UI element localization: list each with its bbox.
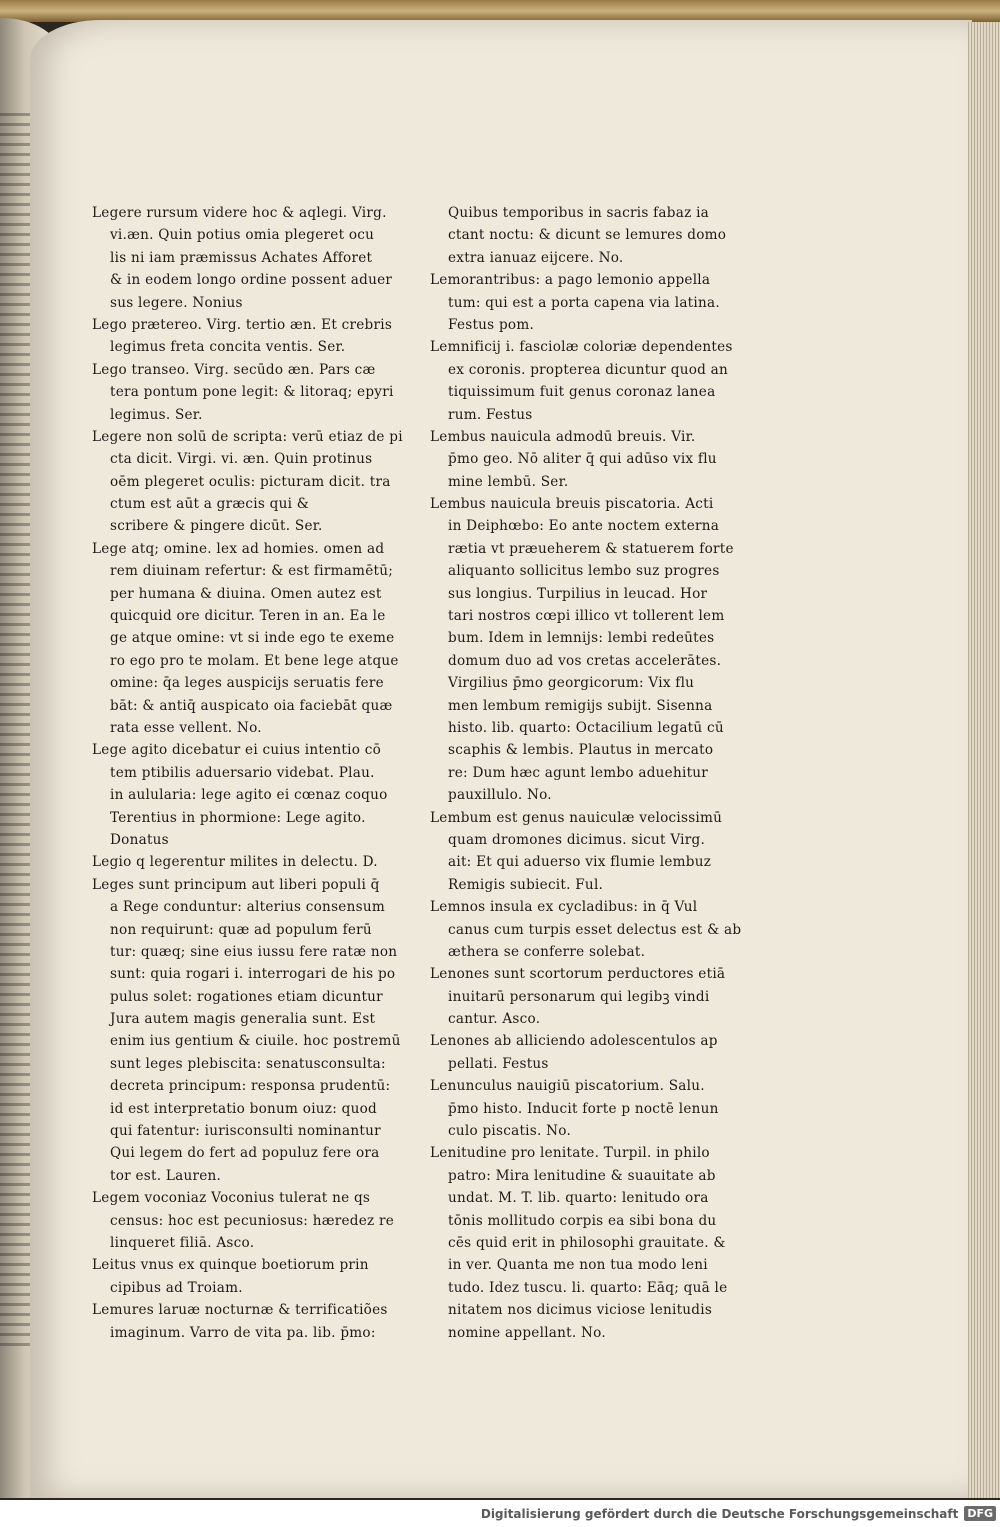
- entry-text-line: legimus. Ser.: [110, 406, 203, 423]
- entry-text-line: tur: quæq; sine eius iussu fere ratæ non: [110, 943, 398, 960]
- entry-text-line: Remigis subiecit. Ful.: [448, 876, 604, 893]
- entry-headword-line: Lemnificij i. fasciolæ coloriæ dependentes: [430, 339, 733, 356]
- page-fore-edge: [968, 22, 1000, 1498]
- entry-text-line: per humana & diuina. Omen autez est: [110, 585, 382, 602]
- entry-text-line: Donatus: [110, 831, 169, 848]
- entry-headword-line: Legio q legerentur milites in delectu. D.: [92, 854, 378, 871]
- entry-headword-line: Lembus nauicula breuis piscatoria. Acti: [430, 496, 714, 513]
- entry-text-line: cantur. Asco.: [448, 1011, 541, 1028]
- entry-text-line: nomine appellant. No.: [448, 1324, 606, 1341]
- entry-text-line: quicquid ore dicitur. Teren in an. Ea le: [110, 608, 386, 625]
- entry-text-line: ait: Et qui aduerso vix flumie lembuz: [448, 854, 712, 871]
- entry-text-line: scaphis & lembis. Plautus in mercato: [448, 742, 714, 759]
- entry-text-line: cēs quid erit in philosophi grauitate. &: [448, 1234, 726, 1251]
- entry-text-line: patro: Mira lenitudine & suauitate ab: [448, 1167, 716, 1184]
- entry-text-line: in aulularia: lege agito ei cœnaz coquo: [110, 787, 388, 804]
- entry-text-line: aliquanto sollicitus lembo suz progres: [448, 563, 720, 580]
- entry-text-line: tem ptibilis aduersario videbat. Plau.: [110, 764, 375, 781]
- entry-text-line: sunt leges plebiscita: senatusconsulta:: [110, 1055, 386, 1072]
- entry-text-line: tudo. Idez tuscu. li. quarto: Eāq; quā le: [448, 1279, 728, 1296]
- entry-text-line: decreta principum: responsa prudentū:: [110, 1078, 391, 1095]
- entry-headword-line: Lembus nauicula admodū breuis. Vir.: [430, 428, 696, 445]
- entry-text-line: ro ego pro te molam. Et bene lege atque: [110, 652, 399, 669]
- right-text-column: [430, 202, 748, 1344]
- entry-text-line: Quibus temporibus in sacris fabaz ia: [448, 205, 710, 221]
- entry-headword-line: Lenones sunt scortorum perductores etiā: [430, 966, 726, 983]
- entry-text-line: bum. Idem in lemnijs: lembi redeūtes: [448, 630, 715, 647]
- entry-text-line: enim ius gentium & ciuile. hoc postremū: [110, 1033, 401, 1050]
- entry-headword-line: Lege agito dicebatur ei cuius intentio cō: [92, 742, 382, 759]
- entry-headword-line: Legere rursum videre hoc & aqlegi. Virg.: [92, 205, 387, 221]
- entry-text-line: rem diuinam refertur: & est firmamētū;: [110, 563, 394, 580]
- entry-headword-line: Lenitudine pro lenitate. Turpil. in philo: [430, 1145, 710, 1162]
- entry-text-line: pellati. Festus: [448, 1055, 549, 1072]
- entry-text-line: pauxillulo. No.: [448, 787, 552, 804]
- entry-text-line: culo piscatis. No.: [448, 1123, 572, 1140]
- entry-text-line: Qui legem do fert ad populuz fere ora: [110, 1145, 380, 1162]
- entry-text-line: rum. Festus: [448, 406, 533, 423]
- entry-text-line: p̄mo histo. Inducit forte p noctē lenun: [448, 1100, 719, 1117]
- entry-headword-line: Lenunculus nauigiū piscatorium. Salu.: [430, 1078, 705, 1095]
- entry-text-line: linqueret filiā. Asco.: [110, 1234, 255, 1251]
- entry-text-line: tum: qui est a porta capena via latina.: [448, 294, 720, 311]
- entry-text-line: in ver. Quanta me non tua modo leni: [448, 1257, 708, 1274]
- entry-text-line: ctum est aūt a græcis qui &: [110, 496, 310, 513]
- entry-text-line: lis ni iam præmissus Achates Afforet: [110, 249, 373, 266]
- entry-headword-line: Lege atq; omine. lex ad homies. omen ad: [92, 540, 385, 557]
- entry-text-line: scribere & pingere dicūt. Ser.: [110, 518, 323, 535]
- book-top-edge: [0, 0, 1000, 22]
- entry-headword-line: Legere non solū de scripta: verū etiaz de pi: [92, 428, 403, 445]
- entry-text-line: p̄mo geo. Nō aliter q̄ qui adūso vix flu: [448, 451, 717, 468]
- entry-text-line: imaginum. Varro de vita pa. lib. p̄mo:: [110, 1324, 376, 1341]
- entry-text-line: tōnis mollitudo corpis ea sibi bona du: [448, 1212, 717, 1229]
- entry-text-line: undat. M. T. lib. quarto: lenitudo ora: [448, 1190, 709, 1207]
- entry-text-line: sus legere. Nonius: [110, 294, 243, 311]
- entry-text-line: cta dicit. Virgi. vi. æn. Quin protinus: [110, 451, 373, 468]
- entry-text-line: qui fatentur: iurisconsulti nominantur: [110, 1123, 381, 1140]
- entry-headword-line: Leitus vnus ex quinque boetiorum prin: [92, 1257, 369, 1274]
- entry-headword-line: Lembum est genus nauiculæ velocissimū: [430, 809, 723, 826]
- entry-text-line: vi.æn. Quin potius omia plegeret ocu: [110, 227, 375, 244]
- entry-text-line: pulus solet: rogationes etiam dicuntur: [110, 988, 383, 1005]
- entry-headword-line: Lenones ab alliciendo adolescentulos ap: [430, 1033, 718, 1050]
- entry-headword-line: Leges sunt principum aut liberi populi q̄: [92, 876, 380, 893]
- entry-headword-line: Lemorantribus: a pago lemonio appella: [430, 272, 711, 289]
- entry-text-line: census: hoc est pecuniosus: hæredez re: [110, 1212, 395, 1229]
- entry-text-line: Jura autem magis generalia sunt. Est: [110, 1011, 376, 1028]
- entry-text-line: oēm plegeret oculis: picturam dicit. tra: [110, 473, 391, 490]
- dfg-logo: DFG: [964, 1506, 996, 1521]
- entry-headword-line: Lego prætereo. Virg. tertio æn. Et crebris: [92, 316, 393, 333]
- entry-text-line: ge atque omine: vt si inde ego te exeme: [110, 630, 395, 647]
- entry-text-line: rata esse vellent. No.: [110, 719, 262, 736]
- entry-text-line: histo. lib. quarto: Octacilium legatū cū: [448, 719, 724, 736]
- entry-text-line: tiquissimum fuit genus coronaz lanea: [448, 384, 716, 401]
- entry-headword-line: Lego transeo. Virg. secūdo æn. Pars cæ: [92, 361, 376, 378]
- entry-text-line: bāt: & antiq̄ auspicato oia faciebāt quæ: [110, 697, 393, 714]
- entry-text-line: Festus pom.: [448, 316, 535, 333]
- entry-text-line: men lembum remigijs subijt. Sisenna: [448, 697, 713, 714]
- entry-headword-line: Legem voconiaz Voconius tulerat ne qs: [92, 1190, 371, 1207]
- entry-text-line: non requirunt: quæ ad populum ferū: [110, 921, 372, 938]
- entry-text-line: id est interpretatio bonum oiuz: quod: [110, 1100, 377, 1117]
- entry-text-line: tera pontum pone legit: & litoraq; epyri: [110, 384, 394, 401]
- entry-text-line: tor est. Lauren.: [110, 1167, 222, 1184]
- entry-text-line: Virgilius p̄mo georgicorum: Vix flu: [448, 675, 695, 692]
- entry-text-line: Terentius in phormione: Lege agito.: [110, 809, 366, 826]
- funding-text: Digitalisierung gefördert durch die Deutsche Forschungsgemeinschaft: [480, 1506, 959, 1521]
- entry-text-line: in Deiphœbo: Eo ante noctem externa: [448, 518, 720, 535]
- entry-text-line: domum duo ad vos cretas accelerātes.: [448, 652, 722, 669]
- entry-text-line: cipibus ad Troiam.: [110, 1279, 243, 1296]
- entry-text-line: & in eodem longo ordine possent aduer: [110, 272, 393, 289]
- entry-text-line: inuitarū personarum qui legibꝫ vindi: [448, 988, 710, 1005]
- entry-headword-line: Lemnos insula ex cycladibus: in q̄ Vul: [430, 899, 698, 916]
- entry-text-line: nitatem nos dicimus viciose lenitudis: [448, 1302, 713, 1319]
- entry-text-line: æthera se conferre solebat.: [448, 943, 646, 960]
- left-text-column: [92, 202, 412, 1344]
- entry-text-line: rætia vt præueherem & statuerem forte: [448, 540, 734, 557]
- entry-text-line: extra ianuaz eijcere. No.: [448, 249, 624, 266]
- footer-bar: [0, 1500, 1000, 1527]
- entry-text-line: sunt: quia rogari i. interrogari de his po: [110, 966, 396, 983]
- entry-text-line: re: Dum hæc agunt lembo aduehitur: [448, 764, 709, 781]
- entry-text-line: a Rege conduntur: alterius consensum: [110, 899, 385, 916]
- entry-text-line: legimus freta concita ventis. Ser.: [110, 339, 346, 356]
- entry-text-line: canus cum turpis esset delectus est & ab: [448, 921, 742, 938]
- entry-text-line: omine: q̄a leges auspicijs seruatis fere: [110, 675, 384, 692]
- entry-text-line: tari nostros cœpi illico vt tollerent lem: [448, 608, 725, 625]
- entry-text-line: ex coronis. propterea dicuntur quod an: [448, 361, 729, 378]
- entry-text-line: sus longius. Turpilius in leucad. Hor: [448, 585, 708, 602]
- entry-headword-line: Lemures laruæ nocturnæ & terrificatiões: [92, 1302, 388, 1319]
- entry-text-line: quam dromones dicimus. sicut Virg.: [448, 831, 706, 848]
- entry-text-line: mine lembū. Ser.: [448, 473, 569, 490]
- entry-text-line: ctant noctu: & dicunt se lemures domo: [448, 227, 727, 244]
